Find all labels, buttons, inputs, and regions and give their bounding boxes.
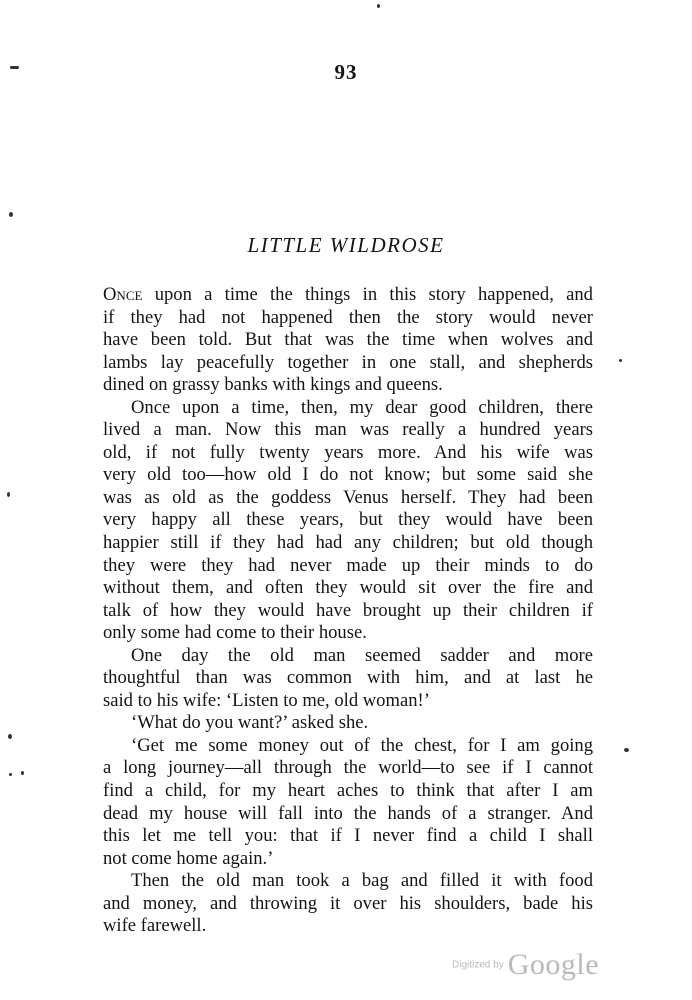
- story-title: LITTLE WILDROSE: [247, 233, 445, 257]
- text-line: very happy all these years, but they would have been: [103, 509, 593, 531]
- google-logo: Google: [507, 948, 600, 981]
- text-line: happier still if they had had any children; but old though: [103, 532, 593, 554]
- text-line: if they had not happened then the story would never: [103, 306, 593, 328]
- text-line: ‘Get me some money out of the chest, for I am going: [131, 734, 593, 756]
- text-line: talk of how they would have brought up their children if: [103, 599, 593, 621]
- text-line: only some had come to their house.: [103, 622, 367, 644]
- scan-speck: [377, 4, 380, 8]
- text-line: [103, 284, 593, 307]
- text-line: this let me tell you: that if I never find a child I shall: [103, 825, 593, 847]
- text-line: wife farewell.: [103, 915, 207, 937]
- scan-speck: [7, 492, 10, 497]
- text-line-content: upon a time the things in this story happened, and: [154, 284, 593, 305]
- text-line: find a child, for my heart aches to think that after I am: [103, 780, 593, 802]
- text-line: Then the old man took a bag and filled it with food: [131, 870, 593, 892]
- text-line: lived a man. Now this man was really a hundred years: [103, 419, 593, 441]
- text-line: thoughtful than was common with him, and at last he: [103, 667, 593, 689]
- text-line: One day the old man seemed sadder and more: [131, 644, 593, 666]
- scan-speck: [10, 66, 19, 69]
- text-line: dined on grassy banks with kings and queens.: [103, 374, 443, 396]
- digitized-by-google-watermark: [452, 948, 602, 988]
- scan-speck: [8, 734, 12, 739]
- text-line: dead my house will fall into the hands of a stranger. And: [103, 802, 593, 824]
- watermark-prefix: Digitized by: [452, 959, 504, 971]
- text-line: without them, and often they would sit over the fire and: [103, 577, 593, 599]
- scan-speck: [9, 773, 12, 776]
- story-body: [103, 284, 593, 938]
- text-line: Once upon a time, then, my dear good children, there: [131, 396, 593, 418]
- text-line: ‘What do you want?’ asked she.: [131, 712, 369, 734]
- text-line: lambs lay peacefully together in one stall, and shepherds: [103, 351, 593, 373]
- drop-word: Once: [103, 284, 143, 305]
- page-number: 93: [334, 60, 358, 84]
- text-line: they were they had never made up their minds to do: [103, 554, 593, 576]
- text-line: was as old as the goddess Venus herself. They had been: [103, 486, 593, 508]
- scan-speck: [619, 359, 622, 362]
- text-line: old, if not fully twenty years more. And his wife was: [103, 441, 593, 463]
- text-line: very old too—how old I do not know; but some said she: [103, 464, 593, 486]
- scan-speck: [9, 212, 13, 217]
- text-line: said to his wife: ‘Listen to me, old woman!’: [103, 689, 430, 711]
- text-line: have been told. But that was the time when wolves and: [103, 329, 593, 351]
- text-line: and money, and throwing it over his shoulders, bade his: [103, 892, 593, 914]
- scan-speck: [21, 771, 24, 775]
- scan-speck: [624, 748, 629, 752]
- text-line: a long journey—all through the world—to see if I cannot: [103, 757, 593, 779]
- text-line: not come home again.’: [103, 847, 274, 869]
